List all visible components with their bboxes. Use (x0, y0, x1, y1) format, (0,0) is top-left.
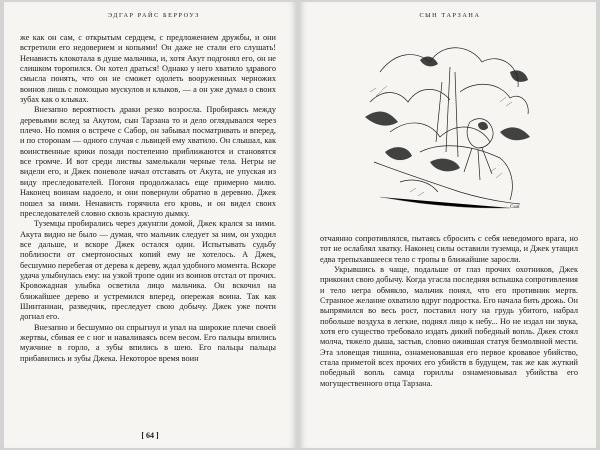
right-page (300, 2, 596, 448)
paragraph: Укрывшись в чаще, подальше от глаз прочих охотников, Джек приконил свою добычу. Когда угасла последняя вспышка сопротивления и тело негра обмякло, мальчик понял, что его противник мертв. Странное желание охватило вдруг подростка. Его начала бить дрожь. Он выпрямился во весь рост, поставил ногу на грудь убитого, набрал побольше воздуха в легкие, поднял лицо к небу... Но не издал ни звука, хотя его существо требовало издать дикий победный вопль. Джек стоял молча, тяжело дыша, застыв, словно ожившая статуя безмолвной мести. Эта зловещая тишина, ознаменовавшая его первое кровавое убийство, стала приметой всех прочих его убийств в будущем, так же как жуткий победный вопль самца гориллы ознаменовывал убийства его могущественного отца Тарзана. (320, 265, 578, 388)
illustration-signature: Сын (510, 205, 520, 210)
paragraph: же как он сам, с открытым сердцем, с предложением дружбы, и они встретили его недоверием и копьями! Он даже не стали его слушать! Ненависть клокотала в душе мальчика, и, хотя Акут подгонял его, он не слишком торопился. Он хотел драться! Однако у него хватило здравого смысла понять, что он не сможет одолеть вооруженных черножих воинов лишь с помощью мускулов и клыков, — а он уже думал о своих зубах как о клыках. (20, 33, 276, 105)
page-number: [ 64 ] (141, 431, 159, 440)
running-head-left: ЭДГАР РАЙС БЕРРОУЗ (107, 12, 200, 19)
right-page-body (320, 234, 578, 389)
jungle-illustration (360, 32, 538, 212)
left-page (4, 2, 296, 448)
running-head-right: СЫН ТАРЗАНА (419, 12, 481, 19)
paragraph: отчаянно сопротивлялся, пытаясь сбросить с себя неведомого врага, но тот не ослаблял хватку. Наконец силы оставили туземца, и Джек утащил едва трепыхавшееся тело с тропы в ближайшие заросли. (320, 234, 578, 264)
paragraph: Внезапно и бесшумно он спрыгнул и упал на широкие плечи своей жертвы, сбивая ее с ног и наваливаясь всем весом. Его пальцы впились мужчине в горло, а зубы впились в шею. Его пальцы пальцы прибавились и зубы Джека. Некоторое время воин (20, 322, 276, 363)
left-page-body (20, 33, 276, 364)
paragraph: Туземцы пробирались через джунгли домой, Джек крался за ними. Акута видно не было — думая, что мальчик следует за ним, он уходил все дальше, и вскоре Джек остался один. Испытывать судьбу поблизости от смертоносных копий ему не хотелось. А Джек, бесшумно перебегая от дерева к дереву, ждал удобного момента. Вскоре удача улыбнулась ему: на узкой тропе один из воинов отстал от прочих. Кровожадная улыбка осветила лицо мальчика. Он вскочил на ближайшее дерево и устремился вперед, опережая воина. Так как Шинтаниан, разведчик, преследует свою добычу. Джек уже почти догнал его. (20, 219, 276, 322)
paragraph: Внезапно вероятность драки резко возросла. Пробираясь между деревьями вслед за Акутом, сын Тарзана то и дело оглядывался через плечо. Но помня о встрече с Сабор, он забывал посматривать и вперед, и по сторонам — одного случая с львицей ему хватило. Он слышал, как воинственные крики позади постепенно приближаются и становятся все громче. И вот среди листвы замелькали черные тела. Негры не видели его, и Джек поневоле начал отставать от Акута, не упуская из виду преследователей. Погоня продолжалась еще примерно милю. Наконец воинам надоело, и они повернули обратно в деревню. Джек пошел за ними. Ненависть горячила его кровь, и он видел своих преследователей словно сквозь красную дымку. (20, 105, 276, 218)
